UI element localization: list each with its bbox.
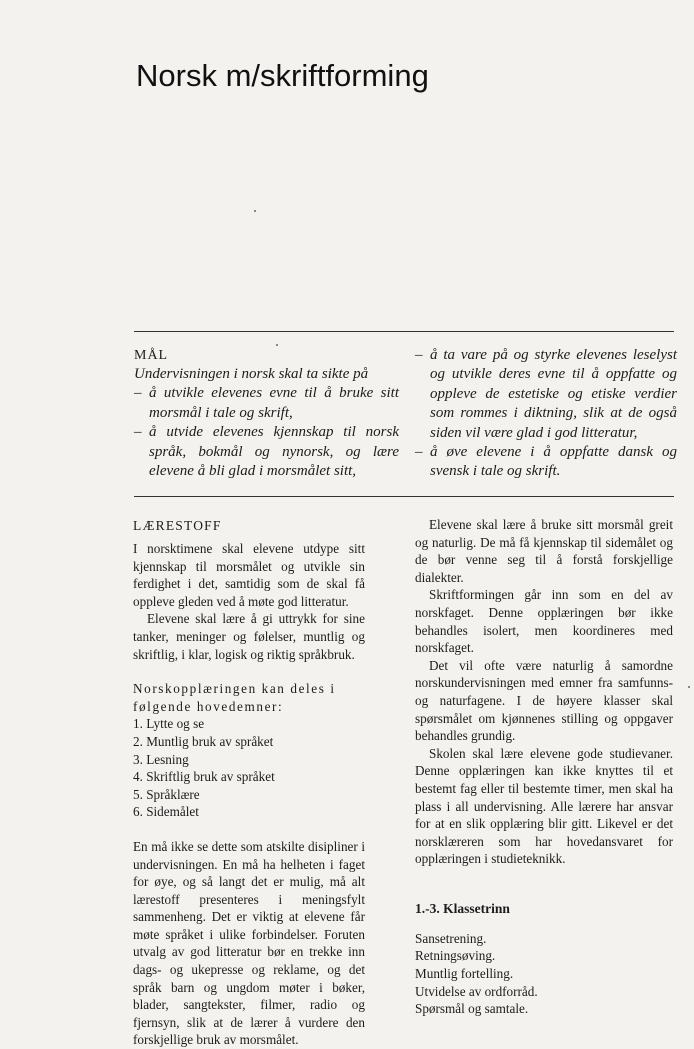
- goal-dash: –: [134, 385, 142, 402]
- goal-item: [415, 346, 677, 443]
- list-item: 1. Lytte og se: [133, 716, 205, 732]
- section-heading: LÆRESTOFF: [133, 518, 222, 533]
- goal-item: [134, 384, 399, 423]
- list-item: 6. Sidemålet: [133, 804, 199, 820]
- content-right-column: [415, 516, 673, 1018]
- list-item: 3. Lesning: [133, 751, 189, 767]
- content-left-column: [133, 516, 365, 1049]
- goal-text: å øve elevene i å oppfatte dansk og svensk i tale og skrift.: [430, 444, 677, 480]
- activities-list: [415, 930, 673, 1018]
- list-item: Spørsmål og samtale.: [415, 1001, 529, 1017]
- top-divider: [134, 331, 674, 332]
- paragraph: I norsktimene skal elevene utdype sitt kjennskap til morsmålet og utvikle sin ferdighet i det, samtidig som de skal få oppleve gleden ved å møte god litteratur.: [133, 541, 365, 609]
- list-item: Sansetrening.: [415, 930, 487, 946]
- list-item: Muntlig fortelling.: [415, 966, 514, 982]
- topics-intro: Norskopplæringen kan deles i følgende hovedemner:: [133, 681, 336, 714]
- list-item: 2. Muntlig bruk av språket: [133, 733, 274, 749]
- paragraph: Skriftformingen går inn som en del av norskfaget. Denne opplæringen bør ikke behandles isolert, men koordineres med norskfaget.: [415, 587, 673, 656]
- goal-item: [415, 443, 677, 482]
- goal-text: å utvide elevenes kjennskap til norsk språk, bokmål og nynorsk, og lære elevene å bli glad i morsmålet sitt,: [149, 424, 399, 480]
- grade-heading: 1.-3. Klassetrinn: [415, 900, 510, 916]
- bottom-divider: [134, 496, 674, 497]
- list-item: 5. Språklære: [133, 786, 200, 802]
- goals-heading: MÅL: [134, 348, 169, 363]
- goal-item: [134, 423, 399, 481]
- scan-speck: [688, 686, 690, 688]
- scan-speck: [254, 210, 256, 212]
- goal-text: å ta vare på og styrke elevenes leselyst og utvikle deres evne til å oppfatte og oppleve de estetiske og etiske verdier som rommes i diktning, slik at de også siden vil være glad i god litteratur,: [430, 347, 677, 441]
- paragraph: Elevene skal lære å gi uttrykk for sine tanker, meninger og følelser, muntlig og skriftlig, i klar, logisk og riktig språkbruk.: [133, 611, 365, 662]
- paragraph: Elevene skal lære å bruke sitt morsmål greit og naturlig. De må få kjennskap til sidemålet og de bør venne seg til å forstå forskjellige dialekter.: [415, 517, 673, 585]
- goal-text: å utvikle elevenes evne til å bruke sitt morsmål i tale og skrift,: [149, 385, 399, 421]
- page-title: Norsk m/skriftforming: [136, 58, 429, 93]
- paragraph: En må ikke se dette som atskilte disipliner i undervisningen. En må ha helheten i faget for øye, og så langt det er mulig, må alt lærestoff presenteres i meningsfylt sammenheng. Det er viktig at elevene får møte språket i ulike forbindelser. Foruten utvalg av god litteratur bør en trekke inn dags- og ukepresse og reklame, og det språk barn og ungdom møter i bøker, blader, sangtekster, filmer, radio og fjernsyn, slik at de lærer å vurdere den forskjellige bruk av morsmålet.: [133, 838, 365, 1048]
- goals-right-column: [415, 346, 677, 482]
- goal-dash: –: [415, 347, 423, 363]
- goals-intro: Undervisningen i norsk skal ta sikte på: [134, 366, 369, 382]
- goals-left-column: [134, 346, 399, 481]
- paragraph: Skolen skal lære elevene gode studievaner. Denne opplæringen kan ikke knyttes til et bestemt fag eller til bestemte timer, men skal ha plass i all undervisning. Alle lærere har ansvar for at en slik opplæring blir gitt. Likevel er det norsklæreren som har hovedansvaret for opplæringen i studieteknikk.: [415, 745, 673, 867]
- topics-list: [133, 715, 365, 821]
- paragraph: Det vil ofte være naturlig å samordne norskundervisningen med emner fra samfunns- og naturfagene. I de høyere klasser skal spørsmålet om kjønnenes stilling og oppgaver behandles grundig.: [415, 657, 673, 744]
- list-item: Utvidelse av ordforråd.: [415, 983, 538, 999]
- goal-dash: –: [134, 424, 142, 441]
- list-item: Retningsøving.: [415, 948, 496, 964]
- list-item: 4. Skriftlig bruk av språket: [133, 769, 275, 785]
- goal-dash: –: [415, 444, 423, 461]
